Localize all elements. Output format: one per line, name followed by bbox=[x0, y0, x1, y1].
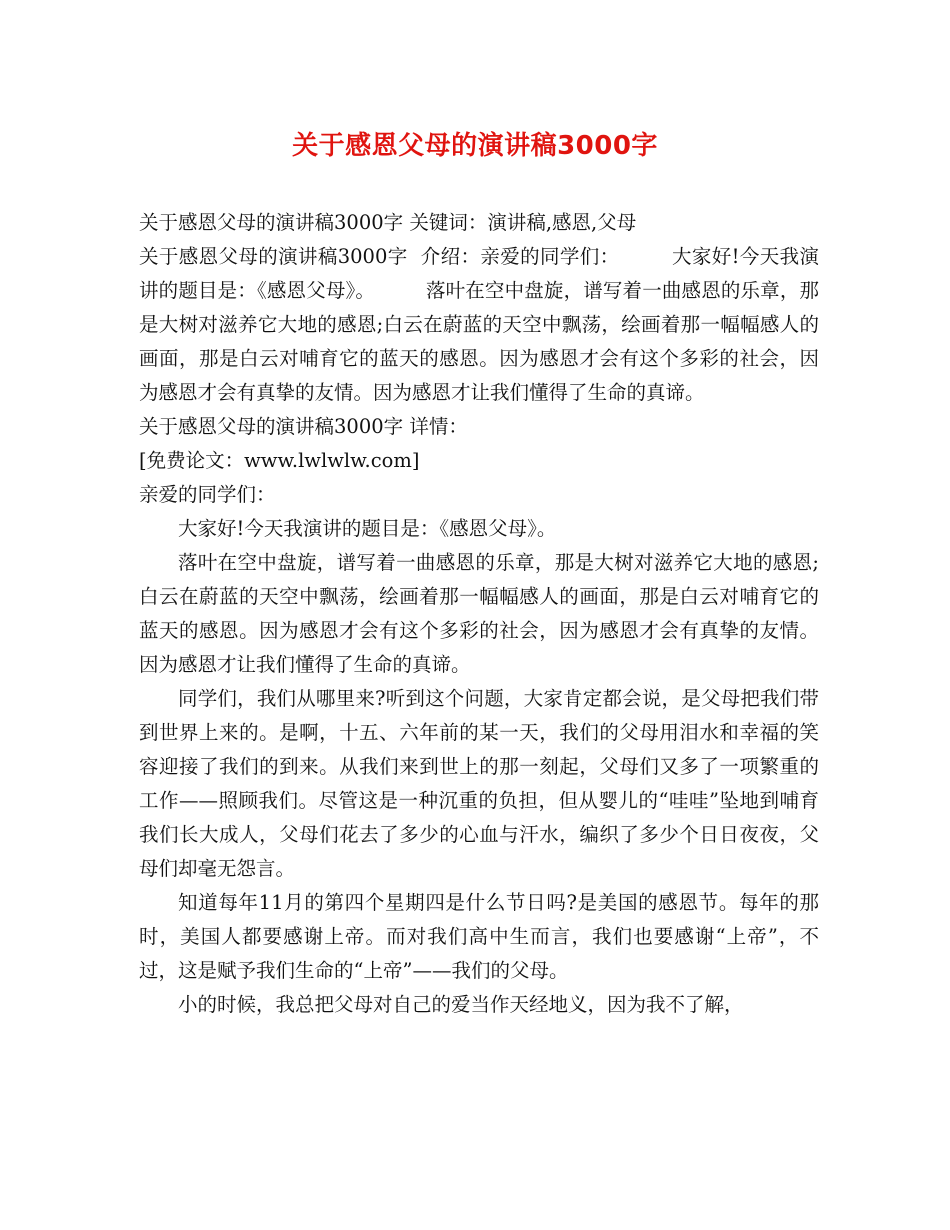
keywords-line: 关于感恩父母的演讲稿3000字 关键词：演讲稿,感恩,父母 bbox=[139, 211, 637, 234]
document-body bbox=[139, 206, 819, 1022]
salutation: 亲爱的同学们： bbox=[139, 483, 276, 506]
paragraph-leaves: 落叶在空中盘旋，谱写着一曲感恩的乐章，那是大树对滋养它大地的感恩;白云在蔚蓝的天空中飘荡，绘画着那一幅幅感人的画面，那是白云对哺育它的蓝天的感恩。因为感恩才会有这个多彩的社会，因为感恩才会有真挚的友情。因为感恩才让我们懂得了生命的真谛。 bbox=[139, 551, 819, 676]
source-line: [免费论文：www.lwlwlw.com] bbox=[139, 449, 420, 472]
paragraph-childhood: 小的时候，我总把父母对自己的爱当作天经地义，因为我不了解， bbox=[178, 993, 744, 1016]
intro-summary: 关于感恩父母的演讲稿3000字 介绍：亲爱的同学们： 大家好!今天我演讲的题目是：《感恩父母》。 落叶在空中盘旋，谱写着一曲感恩的乐章，那是大树对滋养它大地的感恩;白云在蔚蓝的天空中飘荡，绘画着那一幅幅感人的画面，那是白云对哺育它的蓝天的感恩。因为感恩才会有这个多彩的社会，因为感恩才会有真挚的友情。因为感恩才让我们懂得了生命的真谛。 bbox=[139, 245, 819, 404]
paragraph-greeting: 大家好!今天我演讲的题目是：《感恩父母》。 bbox=[178, 517, 557, 540]
paragraph-thanksgiving: 知道每年11月的第四个星期四是什么节日吗?是美国的感恩节。每年的那时，美国人都要感谢上帝。而对我们高中生而言，我们也要感谢“上帝”，不过，这是赋予我们生命的“上帝”——我们的父母。 bbox=[139, 891, 819, 982]
paragraph-where-from: 同学们，我们从哪里来?听到这个问题，大家肯定都会说，是父母把我们带到世界上来的。是啊，十五、六年前的某一天，我们的父母用泪水和幸福的笑容迎接了我们的到来。从我们来到世上的那一刻起，父母们又多了一项繁重的工作——照顾我们。尽管这是一种沉重的负担，但从婴儿的“哇哇”坠地到哺育我们长大成人，父母们花去了多少的心血与汗水，编织了多少个日日夜夜，父母们却毫无怨言。 bbox=[139, 687, 819, 880]
document-title: 关于感恩父母的演讲稿3000字 bbox=[292, 131, 658, 161]
details-line: 关于感恩父母的演讲稿3000字 详情： bbox=[139, 415, 468, 438]
